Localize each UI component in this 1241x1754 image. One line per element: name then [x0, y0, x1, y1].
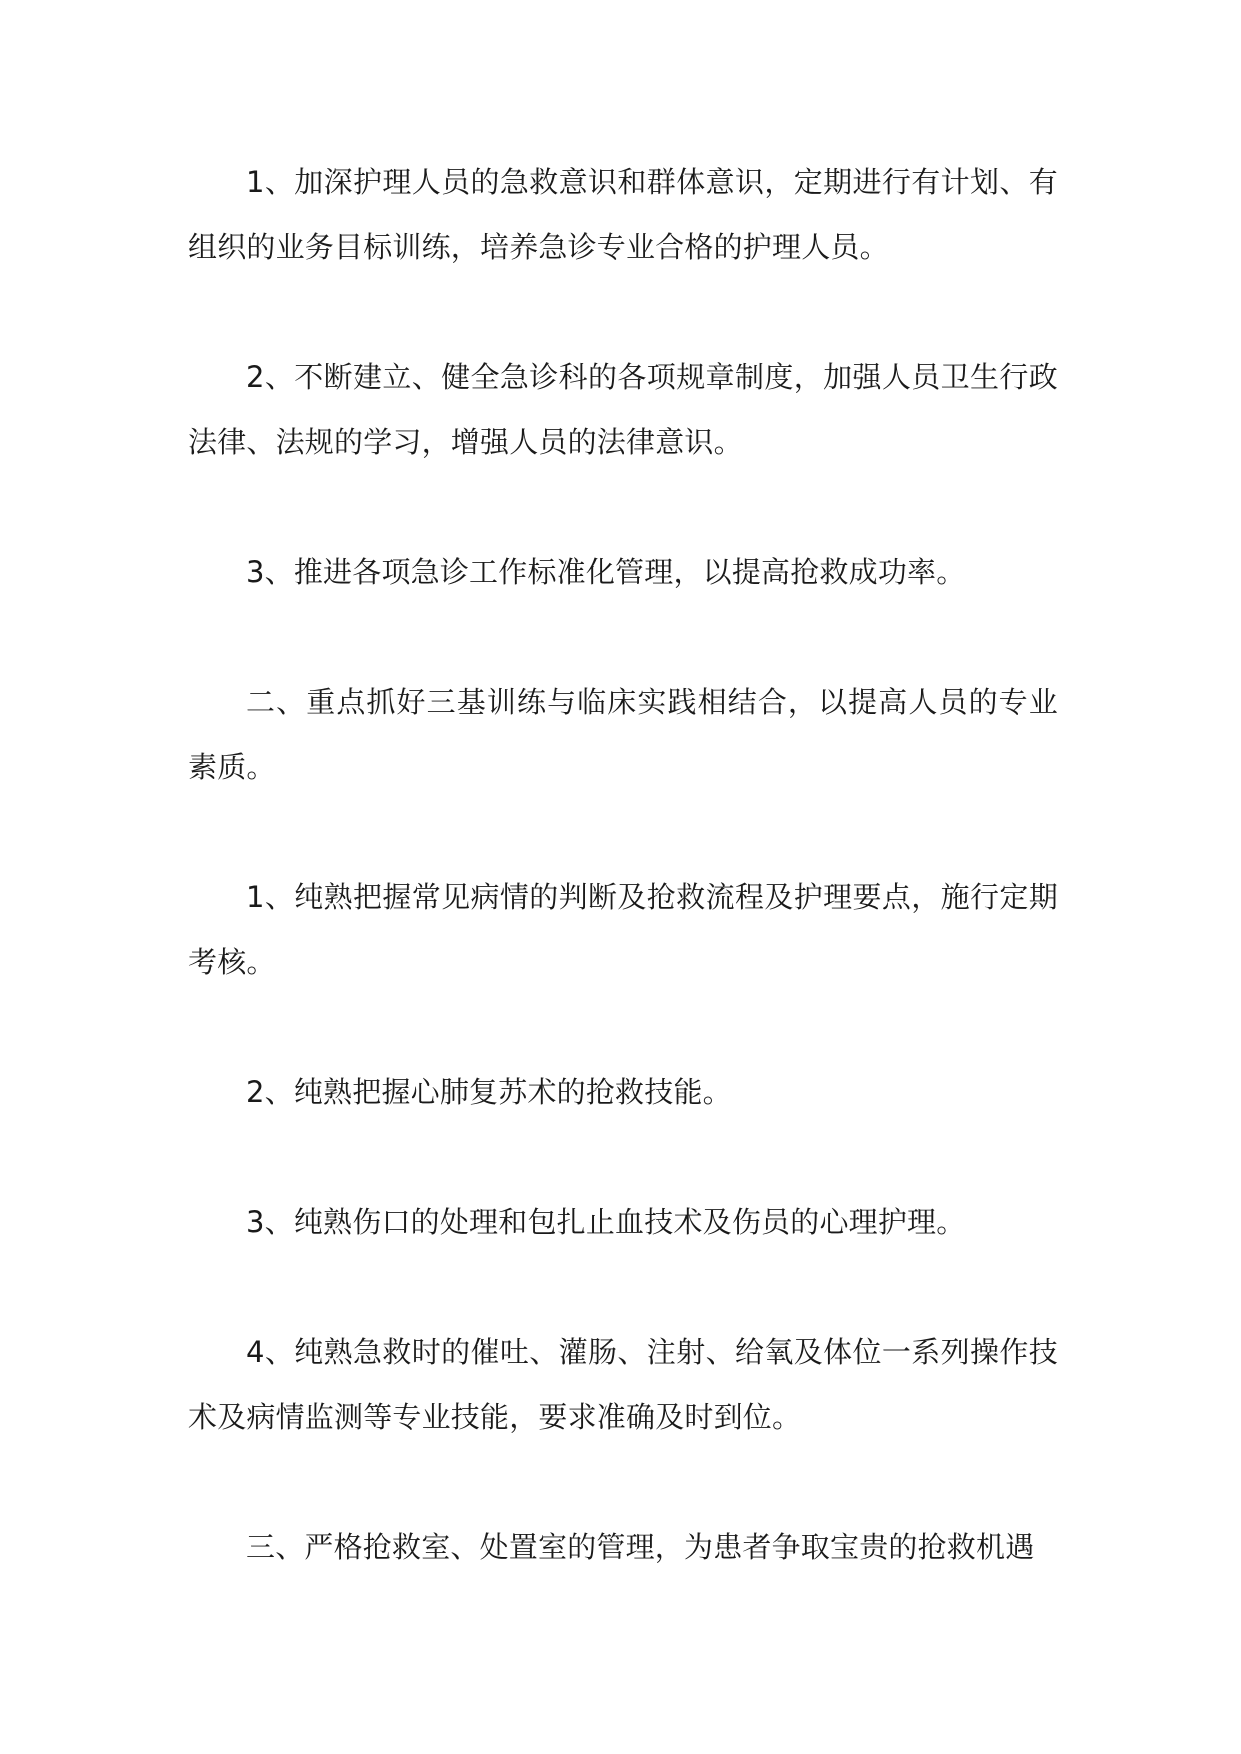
section-heading-2: 二、重点抓好三基训练与临床实践相结合，以提高人员的专业素质。	[188, 685, 1058, 784]
section-heading-3: 三、严格抢救室、处置室的管理，为患者争取宝贵的抢救机遇	[246, 1530, 1035, 1564]
paragraph-7: 4、纯熟急救时的催吐、灌肠、注射、给氧及体位一系列操作技术及病情监测等专业技能，要求准确及时到位。	[188, 1335, 1058, 1434]
paragraph-6: 3、纯熟伤口的处理和包扎止血技术及伤员的心理护理。	[246, 1205, 966, 1239]
paragraph-5: 2、纯熟把握心肺复苏术的抢救技能。	[246, 1075, 732, 1109]
paragraph-1: 1、加深护理人员的急救意识和群体意识，定期进行有计划、有组织的业务目标训练，培养急诊专业合格的护理人员。	[188, 165, 1058, 264]
paragraph-2: 2、不断建立、健全急诊科的各项规章制度，加强人员卫生行政法律、法规的学习，增强人员的法律意识。	[188, 360, 1058, 459]
paragraph-3: 3、推进各项急诊工作标准化管理，以提高抢救成功率。	[246, 555, 966, 589]
paragraph-4: 1、纯熟把握常见病情的判断及抢救流程及护理要点，施行定期考核。	[188, 880, 1058, 979]
